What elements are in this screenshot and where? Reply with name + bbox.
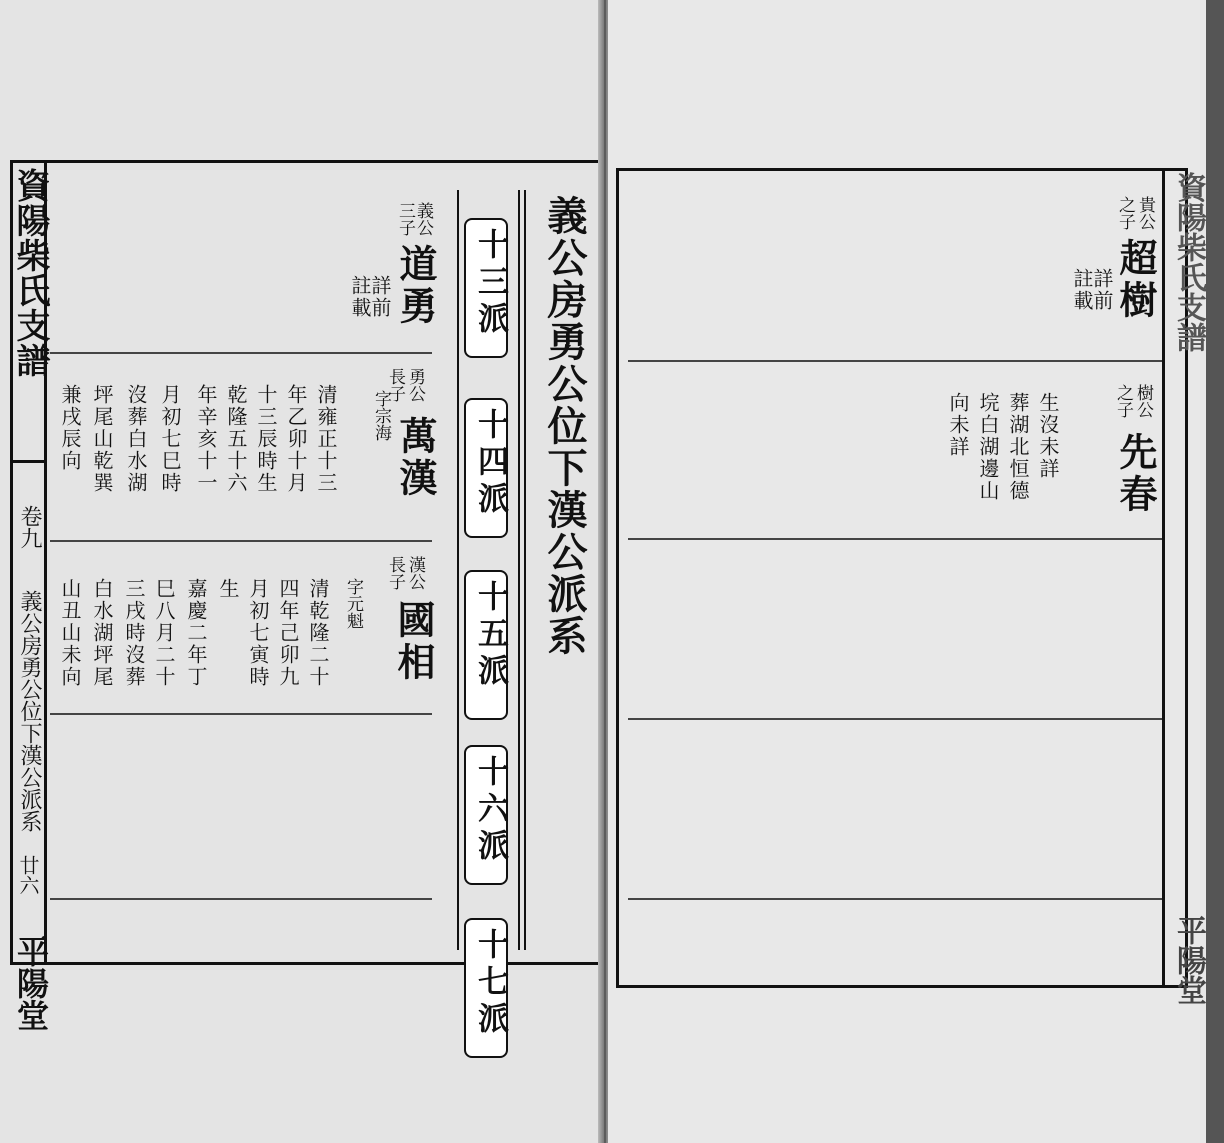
- margin-title: 資陽柴氏支譜: [10, 168, 50, 378]
- column-rule: [457, 190, 459, 950]
- row-divider: [50, 898, 432, 900]
- detail-line: 註載: [348, 275, 372, 319]
- person-name: 萬漢: [393, 416, 438, 500]
- page-edge: [1206, 0, 1224, 1143]
- detail-line: 年乙卯十月: [284, 384, 308, 494]
- detail-line: 山丑山未向: [58, 578, 82, 688]
- detail-line: 清雍正十三: [314, 384, 338, 494]
- row-divider: [628, 898, 1162, 900]
- parent-note: 貴公: [1135, 196, 1155, 230]
- detail-line: 月初七寅時: [246, 578, 270, 688]
- parent-note: 義公: [413, 202, 433, 236]
- detail-line: 垸白湖邊山: [976, 392, 1000, 502]
- column-rule: [518, 190, 520, 950]
- parent-note: 漢公: [405, 556, 425, 590]
- person-name: 道勇: [393, 244, 438, 328]
- detail-line: 四年己卯九: [276, 578, 300, 688]
- person-name: 超樹: [1113, 238, 1158, 322]
- row-divider: [628, 360, 1162, 362]
- person-name: 國相: [391, 600, 436, 684]
- courtesy-name: 字元魁: [343, 578, 363, 629]
- row-divider: [50, 713, 432, 715]
- detail-line: 沒葬白水湖: [124, 384, 148, 494]
- margin-page-number: 廿六: [16, 855, 40, 895]
- person-name: 先春: [1113, 432, 1158, 516]
- margin-divider: [10, 460, 46, 463]
- detail-line: 年辛亥十一: [194, 384, 218, 494]
- right-page: [608, 0, 1208, 1143]
- detail-line: 白水湖坪尾: [90, 578, 114, 688]
- generation-badge: 十四派: [464, 398, 508, 538]
- parent-note: 三子: [395, 202, 415, 236]
- margin-hall: 平陽堂: [12, 935, 50, 1031]
- margin-title: 資陽柴氏支譜: [1171, 172, 1206, 352]
- detail-line: 兼戌辰向: [58, 384, 82, 472]
- detail-line: 巳八月二十: [152, 578, 176, 688]
- margin-hall: 平陽堂: [1171, 915, 1206, 1005]
- generation-badge: 十六派: [464, 745, 508, 885]
- parent-note: 勇公: [405, 368, 425, 402]
- margin-section: 義公房勇公位下漢公派系: [17, 590, 42, 832]
- detail-line: 十三辰時生: [254, 384, 278, 494]
- row-divider: [628, 538, 1162, 540]
- detail-line: 清乾隆二十: [306, 578, 330, 688]
- detail-line: 註載: [1070, 268, 1094, 312]
- parent-note: 樹公: [1133, 384, 1153, 418]
- detail-line: 坪尾山乾巽: [90, 384, 114, 494]
- detail-line: 乾隆五十六: [224, 384, 248, 494]
- detail-line: 三戌時沒葬: [122, 578, 146, 688]
- left-page: [0, 0, 606, 1143]
- detail-line: 嘉慶二年丁: [184, 578, 208, 688]
- detail-line: 葬湖北恒德: [1006, 392, 1030, 502]
- parent-note: 之子: [1115, 196, 1135, 230]
- parent-note: 長子: [385, 556, 405, 590]
- courtesy-name: 字宗海: [371, 390, 391, 441]
- generation-badge: 十五派: [464, 570, 508, 720]
- detail-line: 生沒未詳: [1036, 392, 1060, 480]
- detail-line: 詳前: [1090, 268, 1114, 312]
- margin-volume: 卷九: [17, 505, 42, 549]
- detail-line: 生: [216, 578, 240, 600]
- row-divider: [50, 352, 432, 354]
- column-rule: [524, 190, 526, 950]
- section-heading: 義公房勇公位下漢公派系: [541, 195, 588, 657]
- row-divider: [628, 718, 1162, 720]
- generation-badge: 十七派: [464, 918, 508, 1058]
- parent-note: 長子: [385, 368, 405, 402]
- parent-note: 之子: [1113, 384, 1133, 418]
- detail-line: 月初七巳時: [158, 384, 182, 494]
- row-divider: [50, 540, 432, 542]
- detail-line: 向未詳: [946, 392, 970, 458]
- generation-badge: 十三派: [464, 218, 508, 358]
- detail-line: 詳前: [368, 275, 392, 319]
